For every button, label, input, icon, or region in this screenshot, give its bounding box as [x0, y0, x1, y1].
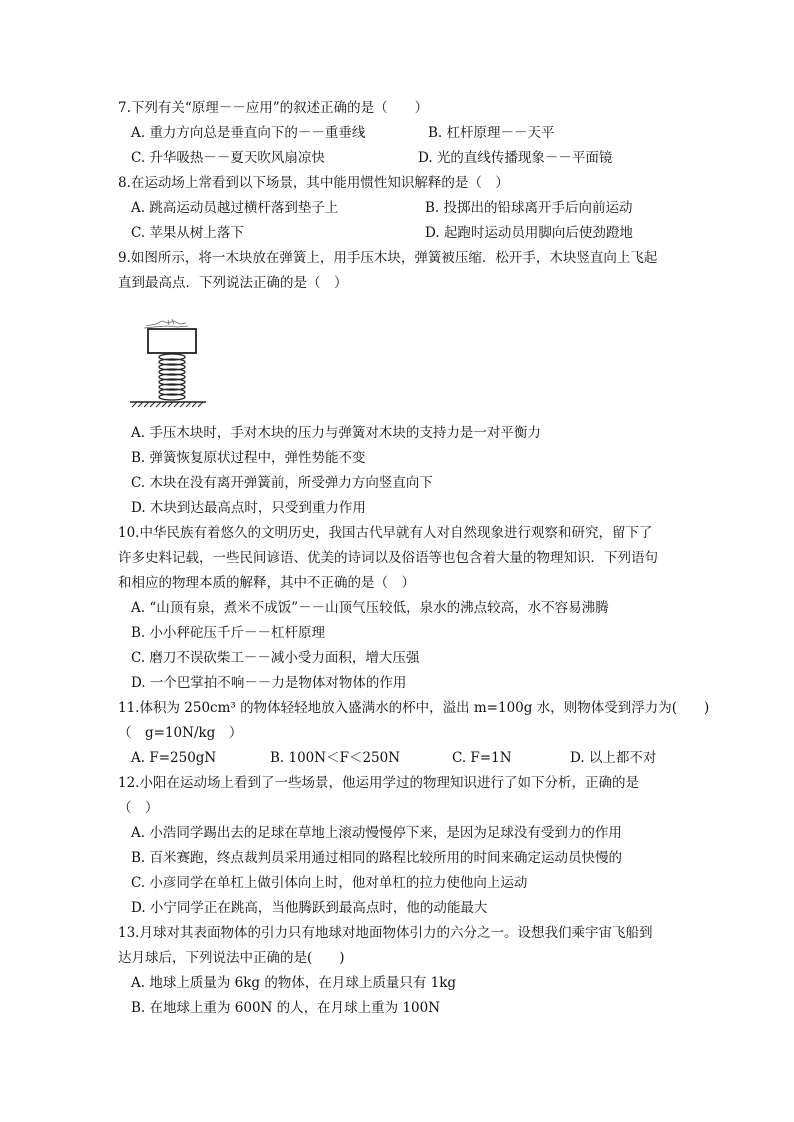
q12-option-b: B. 百米赛跑，终点裁判员采用通过相同的路程比较所用的时间来确定运动员快慢的: [131, 850, 623, 866]
q13-option-b: B. 在地球上重为 600N 的人，在月球上重为 100N: [131, 1000, 441, 1016]
ground: [130, 402, 206, 407]
spring: [159, 354, 185, 400]
q10-stem-line3: 和相应的物理本质的解释，其中不正确的是（ ）: [118, 575, 415, 591]
q7-stem: 7.下列有关“原理－－应用”的叙述正确的是（ ）: [118, 100, 429, 116]
q12-option-c: C. 小彦同学在单杠上做引体向上时，他对单杠的拉力使他向上运动: [131, 875, 528, 891]
q8-option-b: B. 投掷出的铅球离开手后向前运动: [425, 200, 633, 216]
q13-stem-line2: 达月球后，下列说法中正确的是( ): [118, 950, 345, 966]
q12-option-d: D. 小宁同学正在跳高，当他腾跃到最高点时，他的动能最大: [131, 900, 488, 916]
q7-option-d: D. 光的直线传播现象－－平面镜: [418, 150, 613, 166]
spring-block-figure: [128, 316, 208, 408]
q10-option-b: B. 小小秤砣压千斤－－杠杆原理: [131, 625, 326, 641]
q12-stem-line2: （ ）: [118, 800, 159, 816]
q12-option-a: A. 小浩同学踢出去的足球在草地上滚动慢慢停下来，是因为足球没有受到力的作用: [131, 825, 622, 841]
q13-stem-line1: 13.月球对其表面物体的引力只有地球对地面物体引力的六分之一。设想我们乘宇宙飞船到: [118, 925, 653, 941]
q11-option-c: C. F=1N: [452, 750, 512, 766]
q9-option-a: A. 手压木块时，手对木块的压力与弹簧对木块的支持力是一对平衡力: [131, 425, 541, 441]
q8-option-c: C. 苹果从树上落下: [131, 225, 244, 241]
q11-option-b: B. 100N＜F＜250N: [270, 750, 401, 766]
q12-stem-line1: 12.小阳在运动场上看到了一些场景，他运用学过的物理知识进行了如下分析，正确的是: [118, 775, 639, 791]
q11-option-a: A. F=250gN: [131, 750, 217, 766]
q10-option-d: D. 一个巴掌拍不响－－力是物体对物体的作用: [131, 675, 407, 691]
q11-stem-line1: 11.体积为 250cm³ 的物体轻轻地放入盛满水的杯中，溢出 m=100g 水，则物体受到浮力为( ): [118, 700, 710, 716]
q8-option-a: A. 跳高运动员越过横杆落到垫子上: [131, 200, 339, 216]
q7-option-a: A. 重力方向总是垂直向下的－－重垂线: [131, 125, 366, 141]
q9-option-c: C. 木块在没有离开弹簧前，所受弹力方向竖直向下: [131, 475, 433, 491]
q13-option-a: A. 地球上质量为 6kg 的物体，在月球上质量只有 1kg: [131, 975, 457, 991]
q8-stem: 8.在运动场上常看到以下场景，其中能用惯性知识解释的是（ ）: [118, 175, 509, 191]
q8-option-d: D. 起跑时运动员用脚向后使劲蹬地: [425, 225, 633, 241]
hand-icon: [144, 319, 188, 328]
q10-stem-line1: 10.中华民族有着悠久的文明历史，我国古代早就有人对自然现象进行观察和研究，留下了: [118, 525, 653, 541]
q10-option-a: A. “山顶有泉，煮米不成饭”－－山顶气压较低，泉水的沸点较高，水不容易沸腾: [131, 600, 609, 616]
q9-option-d: D. 木块到达最高点时，只受到重力作用: [131, 500, 366, 516]
q9-stem-line2: 直到最高点．下列说法正确的是（ ）: [118, 275, 348, 291]
q11-stem-line2: （ g=10N/kg ）: [118, 725, 243, 741]
q9-stem-line1: 9.如图所示，将一木块放在弹簧上，用手压木块，弹簧被压缩．松开手，木块竖直向上飞起: [118, 250, 658, 266]
q7-option-b: B. 杠杆原理－－天平: [428, 125, 555, 141]
q10-stem-line2: 许多史料记载，一些民间谚语、优美的诗词以及俗语等也包含着大量的物理知识．下列语句: [118, 550, 658, 566]
q10-option-c: C. 磨刀不误砍柴工－－减小受力面积，增大压强: [131, 650, 420, 666]
wooden-block: [148, 329, 196, 353]
q7-option-c: C. 升华吸热－－夏天吹风扇凉快: [131, 150, 325, 166]
q9-option-b: B. 弹簧恢复原状过程中，弹性势能不变: [131, 450, 366, 466]
q11-option-d: D. 以上都不对: [570, 750, 657, 766]
